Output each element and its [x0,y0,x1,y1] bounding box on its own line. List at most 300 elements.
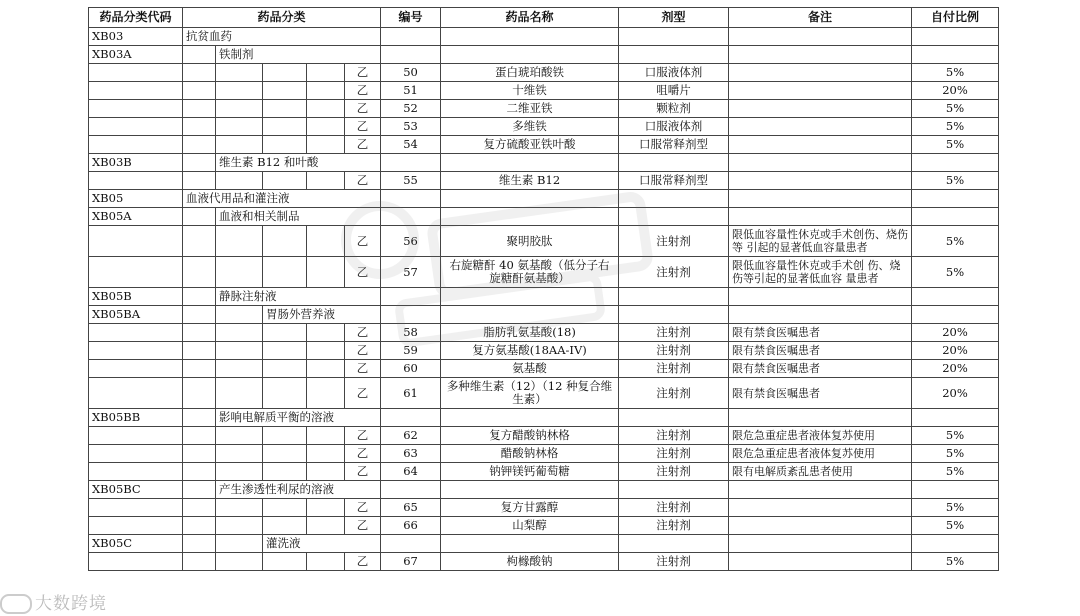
empty-cell [183,427,216,445]
drug-form: 咀嚼片 [619,82,729,100]
drug-row [89,324,999,342]
empty-cell [912,409,999,427]
empty-cell [729,208,912,226]
category-row [89,481,999,499]
empty-cell [912,535,999,553]
empty-cell [216,553,263,571]
category-code: XB05B [89,288,183,306]
empty-cell [216,64,263,82]
empty-cell [729,190,912,208]
empty-cell [263,172,307,190]
drug-ratio: 5% [912,257,999,288]
header-code: 药品分类代码 [89,8,183,28]
empty-cell [183,306,216,324]
empty-cell [307,360,345,378]
drug-note: 限危急重症患者液体复苏使用 [729,427,912,445]
empty-cell [183,463,216,481]
drug-grade: 乙 [345,100,381,118]
drug-catalog-sheet [88,7,998,571]
drug-row [89,136,999,154]
header-category: 药品分类 [183,8,381,28]
empty-cell [183,445,216,463]
empty-cell [183,100,216,118]
category-label: 维生素 B12 和叶酸 [216,154,381,172]
drug-form: 注射剂 [619,378,729,409]
category-code: XB05C [89,535,183,553]
drug-note [729,136,912,154]
watermark-logo [0,589,107,614]
drug-grade: 乙 [345,463,381,481]
empty-cell [183,172,216,190]
empty-cell [216,342,263,360]
drug-ratio: 5% [912,172,999,190]
drug-grade: 乙 [345,499,381,517]
empty-cell [307,378,345,409]
empty-cell [183,409,216,427]
empty-cell [912,28,999,46]
empty-cell [381,535,441,553]
drug-ratio: 5% [912,553,999,571]
category-code: XB05BC [89,481,183,499]
drug-grade: 乙 [345,172,381,190]
empty-cell [216,445,263,463]
category-label: 灌洗液 [263,535,381,553]
drug-form: 口服常释剂型 [619,172,729,190]
empty-cell [263,100,307,118]
empty-cell [912,154,999,172]
empty-cell [216,535,263,553]
category-code: XB05 [89,190,183,208]
drug-name: 聚明胶肽 [441,226,619,257]
category-row [89,46,999,64]
empty-cell [441,28,619,46]
empty-cell [89,100,183,118]
empty-cell [183,499,216,517]
empty-cell [441,481,619,499]
drug-grade: 乙 [345,553,381,571]
empty-cell [263,360,307,378]
empty-cell [183,324,216,342]
empty-cell [263,499,307,517]
empty-cell [183,226,216,257]
empty-cell [183,342,216,360]
drug-note: 限低血容量性休克或手术创伤、烧伤等 引起的显著低血容量患者 [729,226,912,257]
drug-form: 注射剂 [619,360,729,378]
empty-cell [89,136,183,154]
drug-number: 57 [381,257,441,288]
empty-cell [307,427,345,445]
empty-cell [729,535,912,553]
drug-name: 二维亚铁 [441,100,619,118]
empty-cell [183,154,216,172]
empty-cell [216,100,263,118]
table-body [89,28,999,571]
empty-cell [183,64,216,82]
drug-note [729,499,912,517]
category-label: 铁制剂 [216,46,381,64]
drug-number: 50 [381,64,441,82]
empty-cell [307,499,345,517]
category-row [89,190,999,208]
header-name: 药品名称 [441,8,619,28]
drug-note: 限有禁食医嘱患者 [729,378,912,409]
drug-ratio: 20% [912,360,999,378]
drug-form: 注射剂 [619,463,729,481]
drug-ratio: 5% [912,427,999,445]
empty-cell [381,190,441,208]
drug-grade: 乙 [345,226,381,257]
empty-cell [912,46,999,64]
empty-cell [263,517,307,535]
empty-cell [619,535,729,553]
drug-form: 注射剂 [619,257,729,288]
drug-note [729,118,912,136]
drug-number: 66 [381,517,441,535]
empty-cell [89,517,183,535]
drug-ratio: 5% [912,64,999,82]
category-label: 胃肠外营养液 [263,306,381,324]
empty-cell [216,257,263,288]
drug-grade: 乙 [345,360,381,378]
empty-cell [729,28,912,46]
drug-note: 限有电解质紊乱患者使用 [729,463,912,481]
category-label: 影响电解质平衡的溶液 [216,409,381,427]
empty-cell [619,481,729,499]
drug-row [89,378,999,409]
drug-name: 复方醋酸钠林格 [441,427,619,445]
drug-grade: 乙 [345,64,381,82]
empty-cell [381,46,441,64]
drug-grade: 乙 [345,342,381,360]
drug-row [89,342,999,360]
drug-number: 59 [381,342,441,360]
drug-form: 注射剂 [619,226,729,257]
drug-row [89,553,999,571]
empty-cell [381,409,441,427]
drug-row [89,226,999,257]
empty-cell [307,118,345,136]
empty-cell [381,306,441,324]
drug-name: 多种维生素（12）（12 种复合维生素） [441,378,619,409]
drug-name: 复方甘露醇 [441,499,619,517]
drug-row [89,172,999,190]
drug-name: 山梨醇 [441,517,619,535]
empty-cell [307,553,345,571]
drug-number: 54 [381,136,441,154]
drug-grade: 乙 [345,517,381,535]
drug-ratio: 5% [912,517,999,535]
category-code: XB03B [89,154,183,172]
drug-grade: 乙 [345,257,381,288]
empty-cell [89,324,183,342]
drug-table [88,7,999,571]
category-code: XB03 [89,28,183,46]
drug-name: 钠钾镁钙葡萄糖 [441,463,619,481]
drug-form: 注射剂 [619,342,729,360]
empty-cell [307,136,345,154]
drug-form: 口服液体剂 [619,64,729,82]
empty-cell [183,257,216,288]
empty-cell [381,28,441,46]
empty-cell [619,190,729,208]
drug-form: 口服液体剂 [619,118,729,136]
empty-cell [307,64,345,82]
empty-cell [441,46,619,64]
empty-cell [89,172,183,190]
empty-cell [183,553,216,571]
empty-cell [263,463,307,481]
drug-form: 注射剂 [619,324,729,342]
empty-cell [619,46,729,64]
empty-cell [263,64,307,82]
empty-cell [263,257,307,288]
drug-note: 限低血容量性休克或手术创 伤、烧伤等引起的显著低血容 量患者 [729,257,912,288]
empty-cell [216,324,263,342]
empty-cell [89,64,183,82]
drug-form: 口服常释剂型 [619,136,729,154]
drug-number: 60 [381,360,441,378]
empty-cell [263,445,307,463]
drug-name: 枸橼酸钠 [441,553,619,571]
empty-cell [216,118,263,136]
empty-cell [263,82,307,100]
drug-row [89,100,999,118]
empty-cell [216,360,263,378]
drug-grade: 乙 [345,427,381,445]
drug-grade: 乙 [345,118,381,136]
empty-cell [263,118,307,136]
empty-cell [89,257,183,288]
empty-cell [216,517,263,535]
empty-cell [441,409,619,427]
empty-cell [441,535,619,553]
drug-ratio: 20% [912,342,999,360]
empty-cell [183,82,216,100]
empty-cell [729,46,912,64]
drug-note [729,64,912,82]
empty-cell [307,257,345,288]
drug-row [89,82,999,100]
category-label: 静脉注射液 [216,288,381,306]
drug-row [89,445,999,463]
empty-cell [912,481,999,499]
drug-grade: 乙 [345,445,381,463]
empty-cell [263,136,307,154]
drug-grade: 乙 [345,324,381,342]
empty-cell [216,499,263,517]
drug-ratio: 5% [912,118,999,136]
drug-number: 52 [381,100,441,118]
empty-cell [216,172,263,190]
empty-cell [216,427,263,445]
empty-cell [216,82,263,100]
header-ratio: 自付比例 [912,8,999,28]
drug-note [729,82,912,100]
empty-cell [441,306,619,324]
drug-row [89,499,999,517]
empty-cell [729,481,912,499]
drug-number: 65 [381,499,441,517]
empty-cell [183,118,216,136]
empty-cell [307,100,345,118]
drug-number: 63 [381,445,441,463]
drug-name: 复方硫酸亚铁叶酸 [441,136,619,154]
empty-cell [183,517,216,535]
drug-name: 复方氨基酸(18AA-IV) [441,342,619,360]
category-row [89,306,999,324]
drug-ratio: 5% [912,226,999,257]
drug-name: 十维铁 [441,82,619,100]
empty-cell [89,360,183,378]
empty-cell [619,28,729,46]
empty-cell [381,288,441,306]
empty-cell [89,82,183,100]
empty-cell [216,306,263,324]
drug-name: 氨基酸 [441,360,619,378]
drug-ratio: 20% [912,324,999,342]
empty-cell [307,226,345,257]
empty-cell [441,154,619,172]
category-row [89,154,999,172]
drug-ratio: 20% [912,82,999,100]
drug-row [89,360,999,378]
drug-name: 醋酸钠林格 [441,445,619,463]
empty-cell [216,136,263,154]
category-row [89,288,999,306]
empty-cell [307,445,345,463]
empty-cell [729,154,912,172]
drug-row [89,463,999,481]
category-row [89,535,999,553]
drug-ratio: 20% [912,378,999,409]
empty-cell [307,342,345,360]
empty-cell [263,427,307,445]
empty-cell [912,288,999,306]
drug-name: 右旋糖酐 40 氨基酸（低分子右旋糖酐氨基酸） [441,257,619,288]
drug-note: 限有禁食医嘱患者 [729,360,912,378]
empty-cell [381,208,441,226]
empty-cell [183,288,216,306]
drug-row [89,118,999,136]
drug-row [89,427,999,445]
drug-number: 56 [381,226,441,257]
drug-number: 53 [381,118,441,136]
empty-cell [381,154,441,172]
drug-number: 61 [381,378,441,409]
empty-cell [619,409,729,427]
drug-number: 62 [381,427,441,445]
drug-ratio: 5% [912,499,999,517]
category-code: XB05BA [89,306,183,324]
category-label: 血液代用品和灌注液 [183,190,381,208]
logo-text: 大数跨境 [35,594,107,614]
empty-cell [89,445,183,463]
drug-note [729,553,912,571]
drug-ratio: 5% [912,100,999,118]
logo-icon [0,594,32,614]
drug-number: 67 [381,553,441,571]
header-note: 备注 [729,8,912,28]
empty-cell [441,190,619,208]
drug-name: 脂肪乳氨基酸(18) [441,324,619,342]
empty-cell [263,226,307,257]
empty-cell [263,553,307,571]
empty-cell [441,208,619,226]
empty-cell [729,409,912,427]
empty-cell [89,427,183,445]
empty-cell [89,118,183,136]
drug-note [729,100,912,118]
empty-cell [912,306,999,324]
drug-note: 限有禁食医嘱患者 [729,342,912,360]
empty-cell [183,208,216,226]
drug-form: 注射剂 [619,553,729,571]
drug-number: 64 [381,463,441,481]
empty-cell [441,288,619,306]
drug-grade: 乙 [345,378,381,409]
drug-number: 58 [381,324,441,342]
drug-number: 55 [381,172,441,190]
category-label: 血液和相关制品 [216,208,381,226]
drug-grade: 乙 [345,82,381,100]
empty-cell [307,82,345,100]
empty-cell [912,208,999,226]
header-number: 编号 [381,8,441,28]
empty-cell [183,535,216,553]
empty-cell [183,46,216,64]
empty-cell [89,463,183,481]
empty-cell [307,517,345,535]
empty-cell [729,288,912,306]
empty-cell [89,342,183,360]
empty-cell [89,499,183,517]
empty-cell [183,481,216,499]
empty-cell [263,324,307,342]
empty-cell [619,288,729,306]
empty-cell [263,378,307,409]
drug-note: 限有禁食医嘱患者 [729,324,912,342]
table-header-row [89,8,999,28]
drug-grade: 乙 [345,136,381,154]
empty-cell [183,378,216,409]
empty-cell [183,136,216,154]
category-row [89,28,999,46]
category-row [89,409,999,427]
drug-form: 颗粒剂 [619,100,729,118]
empty-cell [89,553,183,571]
category-label: 抗贫血药 [183,28,381,46]
drug-row [89,517,999,535]
drug-ratio: 5% [912,445,999,463]
empty-cell [89,226,183,257]
drug-number: 51 [381,82,441,100]
empty-cell [619,208,729,226]
drug-name: 维生素 B12 [441,172,619,190]
drug-form: 注射剂 [619,427,729,445]
empty-cell [307,172,345,190]
drug-note: 限危急重症患者液体复苏使用 [729,445,912,463]
empty-cell [89,378,183,409]
category-code: XB05A [89,208,183,226]
empty-cell [729,306,912,324]
empty-cell [216,378,263,409]
category-row [89,208,999,226]
header-form: 剂型 [619,8,729,28]
drug-ratio: 5% [912,463,999,481]
empty-cell [216,226,263,257]
drug-form: 注射剂 [619,517,729,535]
category-code: XB05BB [89,409,183,427]
